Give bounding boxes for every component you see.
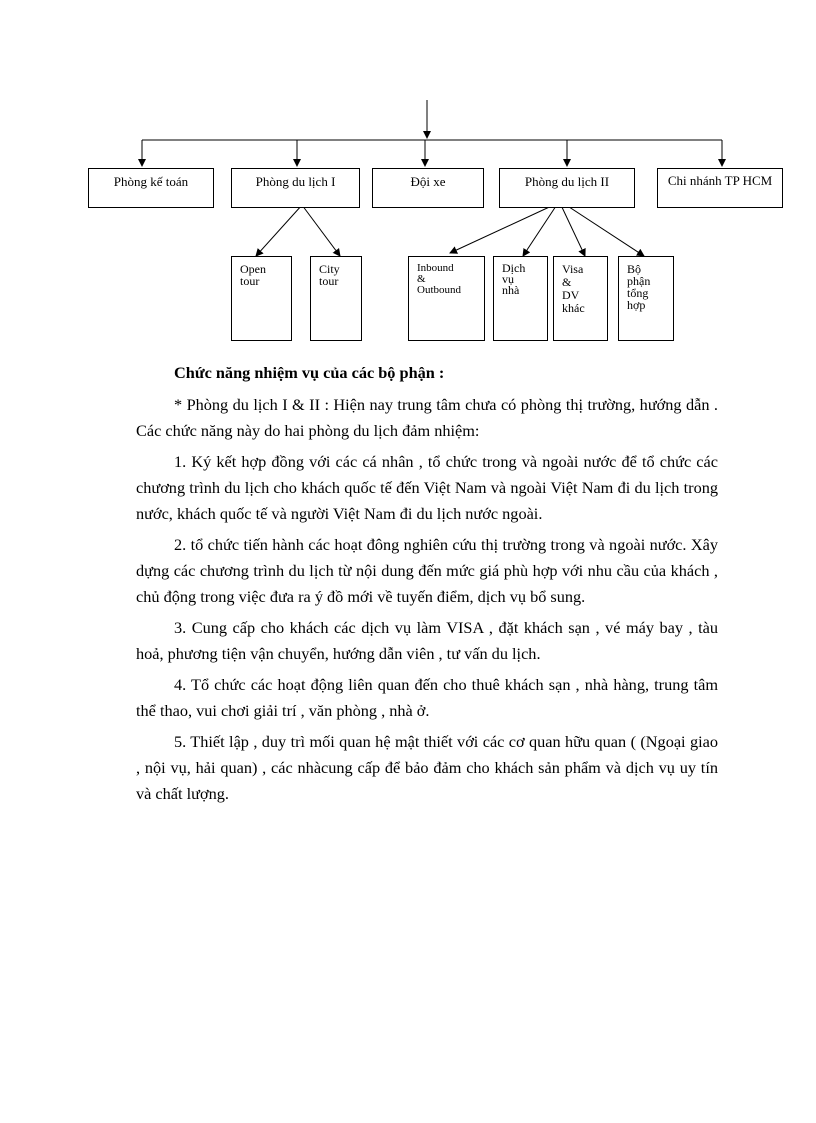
unit-city-tour: City tour <box>310 256 362 341</box>
paragraph-intro: * Phòng du lịch I & II : Hiện nay trung tâm chưa có phòng thị trường, hướng dẫn . Các chức năng này do hai phòng du lịch đảm nhiệm: <box>136 395 718 440</box>
paragraph-3: 3. Cung cấp cho khách các dịch vụ làm VISA , đặt khách sạn , vé máy bay , tàu hoả, phương tiện vận chuyển, hướng dẫn viên , tư vấn du lịch. <box>136 618 718 663</box>
paragraph-5: 5. Thiết lập , duy trì mối quan hệ mật thiết với các cơ quan hữu quan ( (Ngoại giao , nội vụ, hải quan) , các nhàcung cấp để bảo đảm cho khách sản phẩm và dịch vụ uy tín và chất lượng. <box>136 732 718 803</box>
section-heading: Chức năng nhiệm vụ của các bộ phận : <box>174 363 445 382</box>
body-text <box>136 360 718 812</box>
unit-housing-service: Dịch vụ nhà <box>493 256 548 341</box>
arrow-open-tour <box>256 205 302 256</box>
dept-travel-1: Phòng du lịch I <box>231 168 360 208</box>
dept-vehicle-team: Đội xe <box>372 168 484 208</box>
paragraph-1: 1. Ký kết hợp đồng với các cá nhân , tổ chức trong và ngoài nước để tổ chức các chương trình du lịch cho khách quốc tế đến Việt Nam và ngoài Việt Nam đi du lịch trong nước, khách quốc tế và người Việt Nam đi du lịch nước ngoài. <box>136 452 718 523</box>
unit-visa-other: Visa & DV khác <box>553 256 608 341</box>
unit-open-tour: Open tour <box>231 256 292 341</box>
dept-hcm-branch: Chi nhánh TP HCM <box>657 168 783 208</box>
arrow-general-dept <box>563 203 644 256</box>
unit-general-dept: Bộ phận tổng hợp <box>618 256 674 341</box>
dept-accounting: Phòng kế toán <box>88 168 214 208</box>
dept-travel-2: Phòng du lịch II <box>499 168 635 208</box>
arrow-city-tour <box>302 205 340 256</box>
arrow-visa-other <box>560 203 585 256</box>
unit-inbound-outbound: Inbound & Outbound <box>408 256 485 341</box>
paragraph-4: 4. Tổ chức các hoạt động liên quan đến cho thuê khách sạn , nhà hàng, trung tâm thể thao, vui chơi giải trí , văn phòng , nhà ở. <box>136 675 718 720</box>
paragraph-2: 2. tổ chức tiến hành các hoạt đông nghiên cứu thị trường trong và ngoài nước. Xây dựng các chương trình du lịch từ nội dung đến mức giá phù hợp với nhu cầu của khách , chủ động trong việc đưa ra ý đồ mới về tuyến điểm, dịch vụ bổ sung. <box>136 535 718 606</box>
